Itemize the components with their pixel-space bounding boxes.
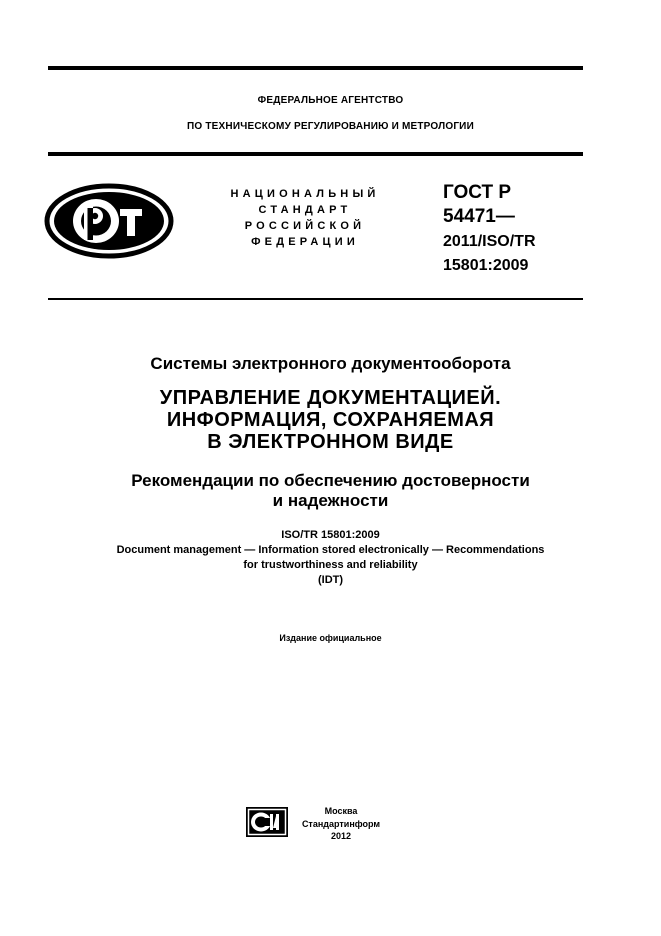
standard-block-rule — [48, 298, 583, 300]
national-line-1: НАЦИОНАЛЬНЫЙ — [230, 188, 380, 200]
iso-reference — [0, 528, 661, 588]
main-title-line-1: УПРАВЛЕНИЕ ДОКУМЕНТАЦИЕЙ. — [159, 387, 502, 409]
main-title — [0, 387, 661, 453]
agency-line-1: ФЕДЕРАЛЬНОЕ АГЕНТСТВО — [257, 95, 404, 106]
publisher-year: 2012 — [330, 831, 352, 841]
gost-code — [443, 181, 515, 229]
gost-code-line-2: 54471— — [443, 206, 515, 227]
iso-line-1: ISO/TR 15801:2009 — [281, 529, 380, 541]
publisher-info — [293, 805, 389, 843]
subtitle-line-2: и надежности — [272, 491, 389, 510]
gost-code-line-3: 2011/ISO/TR — [443, 233, 536, 250]
gost-r-emblem-icon — [44, 183, 174, 259]
national-line-4: ФЕДЕРАЦИИ — [251, 236, 359, 248]
national-standard-label — [214, 186, 396, 250]
header-bottom-rule — [48, 152, 583, 156]
subtitle — [0, 471, 661, 511]
top-rule — [48, 66, 583, 70]
main-title-line-2: ИНФОРМАЦИЯ, СОХРАНЯЕМАЯ — [166, 409, 495, 431]
standartinform-logo-icon — [246, 807, 288, 837]
gost-code-line-4: 15801:2009 — [443, 257, 529, 274]
gost-code-suffix — [443, 230, 536, 278]
iso-line-2: Document management — Information stored electronically — Recommendations — [116, 544, 545, 556]
iso-line-4: (IDT) — [317, 574, 344, 586]
agency-line-2: ПО ТЕХНИЧЕСКОМУ РЕГУЛИРОВАНИЮ И МЕТРОЛОГИИ — [187, 121, 474, 132]
main-title-line-3: В ЭЛЕКТРОННОМ ВИДЕ — [207, 431, 454, 453]
national-line-2: СТАНДАРТ — [258, 204, 352, 216]
edition-label: Издание официальное — [279, 633, 382, 643]
national-line-3: РОССИЙСКОЙ — [244, 220, 366, 232]
iso-line-3: for trustworthiness and reliability — [243, 559, 418, 571]
subtitle-line-1: Рекомендации по обеспечению достоверности — [131, 471, 530, 490]
publisher-city: Москва — [324, 806, 358, 816]
series-title: Системы электронного документооборота — [150, 354, 511, 373]
publisher-name: Стандартинформ — [301, 818, 381, 829]
gost-code-line-1: ГОСТ Р — [443, 182, 512, 203]
